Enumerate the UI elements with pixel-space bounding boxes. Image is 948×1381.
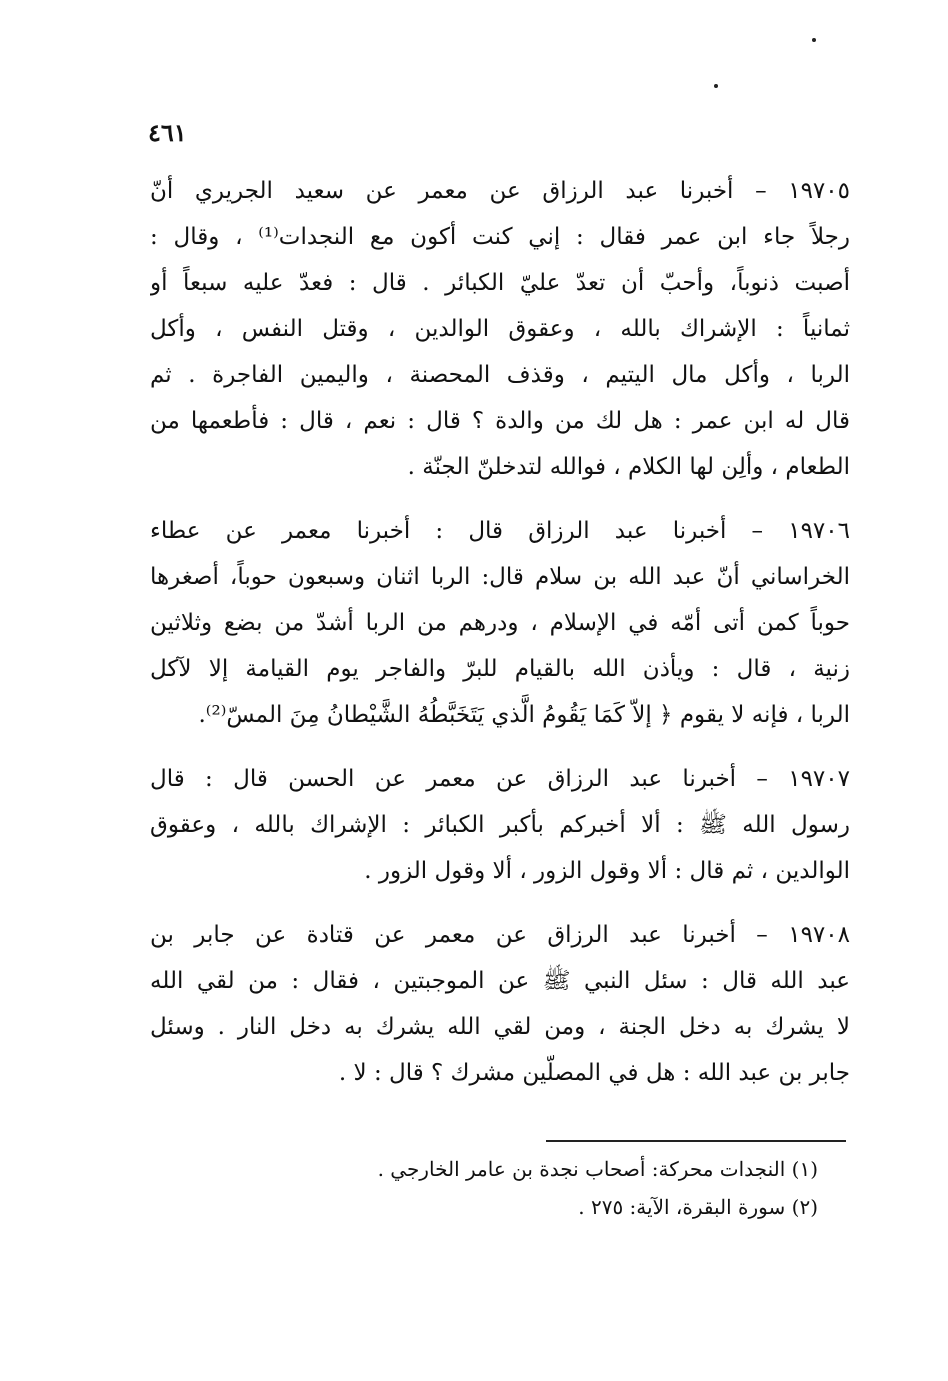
hadith-19708	[150, 912, 850, 1096]
text-line: ١٩٧٠٨ – أخبرنا عبد الرزاق عن معمر عن قتادة عن جابر بن	[150, 922, 850, 948]
main-text	[150, 168, 850, 1114]
page-number: ٤٦١	[148, 118, 187, 147]
footnotes	[298, 1150, 818, 1226]
text-line: ١٩٧٠٥ – أخبرنا عبد الرزاق عن معمر عن سعيد الجريري أنّ	[150, 178, 850, 204]
text-line: جابر بن عبد الله : هل في المصلّين مشرك ؟ قال : لا .	[338, 1060, 850, 1086]
footnote-2: (٢) سورة البقرة، الآية: ٢٧٥ .	[578, 1195, 818, 1219]
speck-1	[812, 38, 816, 42]
text-line: قال له ابن عمر : هل لك من والدة ؟ قال : نعم ، قال : فأطعمها من	[150, 408, 850, 434]
text-line: عبد الله قال : سئل النبي ﷺ عن الموجبتين ، فقال : من لقي الله	[150, 968, 850, 994]
text-line: رجلاً جاء ابن عمر فقال : إني كنت أكون مع النجدات⁽¹⁾ ، وقال :	[150, 224, 850, 250]
text-line: ثمانياً : الإشراك بالله ، وعقوق الوالدين ، وقتل النفس ، وأكل	[150, 316, 850, 342]
text-line: ١٩٧٠٧ – أخبرنا عبد الرزاق عن معمر عن الحسن قال : قال	[150, 766, 850, 792]
speck-2	[714, 84, 718, 88]
hadith-19707	[150, 756, 850, 894]
text-line: الربا ، وأكل مال اليتيم ، وقذف المحصنة ، واليمين الفاجرة . ثم	[150, 362, 850, 388]
text-line: رسول الله ﷺ : ألا أخبركم بأكبر الكبائر : الإشراك بالله ، وعقوق	[150, 812, 850, 838]
footnote-divider	[546, 1140, 846, 1142]
text-line: الوالدين ، ثم قال : ألا وقول الزور ، ألا وقول الزور .	[364, 858, 850, 884]
text-line: لا يشرك به دخل الجنة ، ومن لقي الله يشرك به دخل النار . وسئل	[150, 1014, 850, 1040]
hadith-19706	[150, 508, 850, 738]
hadith-19705	[150, 168, 850, 490]
footnote-1: (١) النجدات محركة: أصحاب نجدة بن عامر الخارجي .	[377, 1157, 818, 1181]
text-line: الربا ، فإنه لا يقوم ﴿ إلاّ كَمَا يَقُومُ الَّذي يَتَخَبَّطُهُ الشَّيْطانُ مِنَ المسّ⁽²⁾.	[198, 702, 850, 728]
text-line: حوباً كمن أتى أمّه في الإسلام ، ودرهم من الربا أشدّ من بضع وثلاثين	[150, 610, 850, 636]
text-line: زنية ، قال : ويأذن الله بالقيام للبرّ والفاجر يوم القيامة إلا لآكل	[150, 656, 850, 682]
text-line: ١٩٧٠٦ – أخبرنا عبد الرزاق قال : أخبرنا معمر عن عطاء	[150, 518, 850, 544]
text-line: الخراساني أنّ عبد الله بن سلام قال: الربا اثنان وسبعون حوباً، أصغرها	[150, 564, 850, 590]
text-line: الطعام ، وألِن لها الكلام ، فوالله لتدخلنّ الجنّة .	[407, 454, 850, 480]
text-line: أصبت ذنوباً، وأحبّ أن تعدّ عليّ الكبائر . قال : فعدّ عليه سبعاً أو	[150, 270, 850, 296]
